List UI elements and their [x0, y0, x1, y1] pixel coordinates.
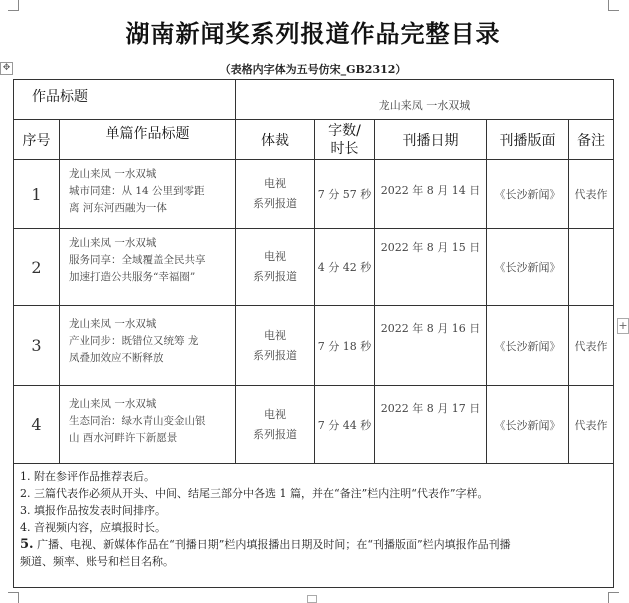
- table-row: [14, 386, 614, 464]
- row-genre: [236, 306, 315, 386]
- document-subtitle: （表格内字体为五号仿宋_GB2312）: [219, 63, 407, 76]
- note-number: 5.: [20, 537, 34, 552]
- row-remark: 代表作: [569, 160, 614, 229]
- row-date: 2022 年 8 月 17 日: [375, 386, 487, 464]
- row-piece-title: [60, 386, 236, 464]
- row-length: 7 分 44 秒: [315, 386, 375, 464]
- genre-line: 电视: [264, 177, 286, 190]
- note-item: 3. 填报作品按发表时间排序。: [20, 504, 166, 517]
- row-length: 7 分 57 秒: [315, 160, 375, 229]
- piece-title-line: 服务同享：全域覆盖全民共享: [69, 254, 206, 266]
- genre-line: 电视: [264, 250, 286, 263]
- series-title-row: [14, 80, 614, 120]
- row-index: 3: [14, 306, 60, 386]
- piece-title-line: 凤叠加效应不断释放: [69, 352, 164, 364]
- page-corner-mark: [8, 0, 19, 11]
- piece-title-line: 产业同步：既错位又统筹 龙: [69, 335, 199, 347]
- row-date: 2022 年 8 月 15 日: [375, 229, 487, 306]
- col-header-length-line1: 字数/: [328, 122, 361, 139]
- row-edition: 《长沙新闻》: [487, 160, 569, 229]
- genre-line: 电视: [264, 328, 286, 342]
- row-length: 7 分 18 秒: [315, 306, 375, 386]
- col-header-date: 刊播日期: [375, 120, 487, 160]
- notes-row: [14, 464, 614, 588]
- page-corner-mark: [608, 592, 619, 603]
- table-resize-handle-icon[interactable]: [307, 595, 317, 603]
- row-remark: 代表作: [569, 306, 614, 386]
- piece-title-line: 龙山来凤 一水双城: [69, 237, 157, 249]
- genre-line: 系列报道: [253, 348, 297, 362]
- genre-line: 系列报道: [253, 270, 297, 283]
- table-row: [14, 229, 614, 306]
- genre-line: 系列报道: [253, 427, 297, 441]
- row-edition: 《长沙新闻》: [487, 306, 569, 386]
- page-corner-mark: [608, 0, 619, 11]
- piece-title-line: 山 酉水河畔许下新愿景: [69, 432, 178, 444]
- piece-title-line: 龙山来凤 一水双城: [69, 168, 157, 180]
- table-move-handle-icon[interactable]: ✥: [0, 62, 13, 75]
- piece-title-line: 龙山来凤 一水双城: [69, 398, 157, 410]
- note-item: 频道、频率、账号和栏目名称。: [20, 555, 174, 568]
- col-header-edition: 刊播版面: [487, 120, 569, 160]
- table-row: [14, 306, 614, 386]
- genre-line: 电视: [264, 407, 286, 421]
- piece-title-line: 生态同治：绿水青山变金山银: [69, 415, 206, 427]
- note-item: 1. 附在参评作品推荐表后。: [20, 470, 155, 483]
- row-edition: 《长沙新闻》: [487, 386, 569, 464]
- row-date: 2022 年 8 月 14 日: [375, 160, 487, 229]
- row-date: 2022 年 8 月 16 日: [375, 306, 487, 386]
- table-row: [14, 160, 614, 229]
- piece-title-line: 加速打造公共服务“幸福圈”: [69, 271, 196, 283]
- col-header-length-line2: 时长: [330, 140, 359, 157]
- row-piece-title: [60, 160, 236, 229]
- page-corner-mark: [8, 592, 19, 603]
- header-row: [14, 120, 614, 160]
- piece-title-line: 城市同建：从 14 公里到零距: [69, 185, 205, 197]
- catalog-table: [13, 79, 614, 588]
- row-remark: [569, 229, 614, 306]
- note-text: 广播、电视、新媒体作品在“刊播日期”栏内填报播出日期及时间；在“刊播版面”栏内填报作品刊播: [33, 538, 511, 551]
- col-header-piece: 单篇作品标题: [60, 120, 236, 160]
- row-piece-title: [60, 229, 236, 306]
- row-genre: [236, 386, 315, 464]
- row-genre: [236, 160, 315, 229]
- col-header-length: [315, 120, 375, 160]
- row-index: 2: [14, 229, 60, 306]
- col-header-index: 序号: [14, 120, 60, 160]
- piece-title-line: 离 河东河西融为一体: [69, 202, 167, 214]
- note-item: 4. 音视频内容，应填报时长。: [20, 521, 166, 534]
- row-edition: 《长沙新闻》: [487, 229, 569, 306]
- row-length: 4 分 42 秒: [315, 229, 375, 306]
- document-title: 湖南新闻奖系列报道作品完整目录: [125, 20, 501, 48]
- col-header-remark: 备注: [569, 120, 614, 160]
- row-index: 1: [14, 160, 60, 229]
- note-item: 2. 三篇代表作必须从开头、中间、结尾三部分中各选 1 篇，并在“备注”栏内注明“代表作”字样。: [20, 487, 489, 500]
- label-title: 作品标题: [14, 80, 236, 120]
- series-title: 龙山来凤 一水双城: [236, 80, 614, 120]
- genre-line: 系列报道: [253, 197, 297, 210]
- row-piece-title: [60, 306, 236, 386]
- notes-cell: [14, 464, 614, 588]
- row-genre: [236, 229, 315, 306]
- row-remark: 代表作: [569, 386, 614, 464]
- piece-title-line: 龙山来凤 一水双城: [69, 318, 157, 330]
- add-column-icon[interactable]: +: [618, 319, 628, 332]
- note-item: [20, 536, 609, 553]
- row-index: 4: [14, 386, 60, 464]
- col-header-genre: 体裁: [236, 120, 315, 160]
